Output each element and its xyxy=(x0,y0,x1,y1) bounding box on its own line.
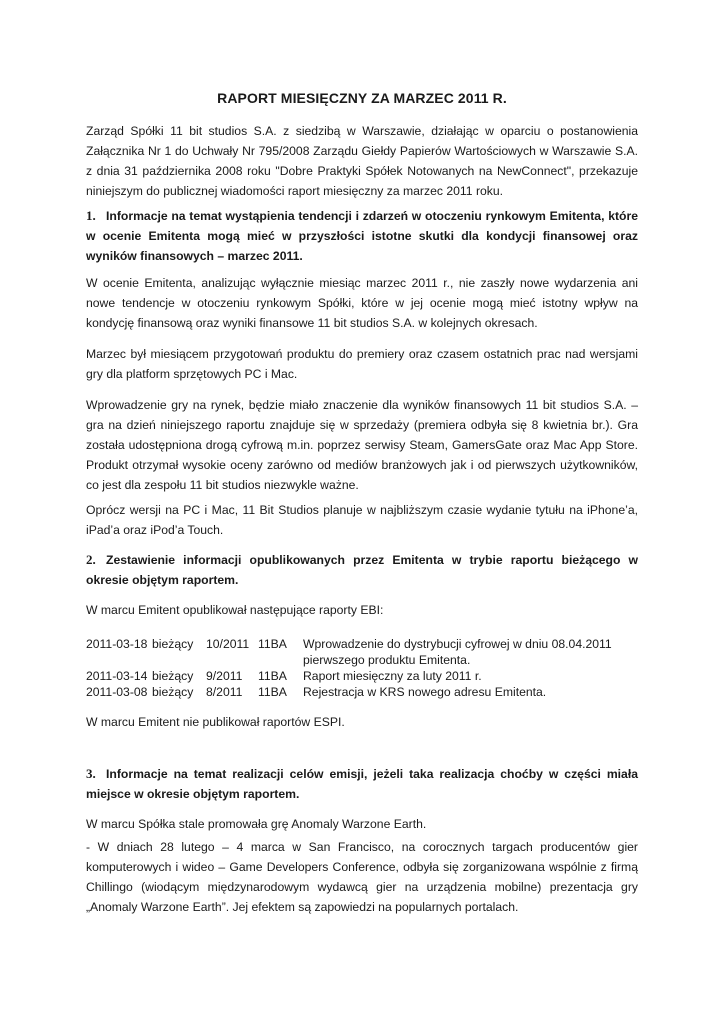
section-1-text-1: W ocenie Emitenta, analizując wyłącznie miesiąc marzec 2011 r., nie zaszły nowe wydarzenia ani nowe tendencje w otoczeniu rynkowym Spółki, które w jej ocenie mogą mieć istotny wpływ na kondycję finansową oraz wyniki finansowe 11 bit studios S.A. w kolejnych okresach. xyxy=(86,276,638,330)
report-description-line-2: pierwszego produktu Emitenta. xyxy=(303,653,471,667)
section-3-text-1: W marcu Spółka stale promowała grę Anomaly Warzone Earth. xyxy=(86,817,427,831)
section-3-paragraph-1 xyxy=(86,814,638,834)
report-description: Rejestracja w KRS nowego adresu Emitenta. xyxy=(303,685,547,699)
section-1-paragraph-4 xyxy=(86,500,638,540)
report-date: 2011-03-14 xyxy=(86,669,148,683)
section-3-paragraph-2 xyxy=(86,837,638,917)
report-description xyxy=(303,636,646,668)
report-number: 9/2011 xyxy=(206,669,243,683)
report-code: 11BA xyxy=(258,669,287,683)
report-description: Raport miesięczny za luty 2011 r. xyxy=(303,669,482,683)
section-3-number: 3. xyxy=(86,766,96,781)
report-code: 11BA xyxy=(258,637,287,651)
intro-text: Zarząd Spółki 11 bit studios S.A. z siedzibą w Warszawie, działając w oparciu o postanowienia Załącznika Nr 1 do Uchwały Nr 795/2008 Zarządu Giełdy Papierów Wartościowych w Warszawie S.A. z dnia 31 października 2008 roku "Dobre Praktyki Spółek Notowanych na NewConnect", przekazuje niniejszym do publicznej wiadomości raport miesięczny za marzec 2011 roku. xyxy=(86,124,638,198)
section-2-heading-text: Zestawienie informacji opublikowanych przez Emitenta w trybie raportu bieżącego w okresie objętym raportem. xyxy=(86,553,638,587)
report-date: 2011-03-08 xyxy=(86,685,148,699)
report-title: RAPORT MIESIĘCZNY ZA MARZEC 2011 R. xyxy=(217,90,507,106)
section-3-heading-text: Informacje na temat realizacji celów emisji, jeżeli taka realizacja choćby w części miała miejsce w okresie objętym raportem. xyxy=(86,767,638,801)
section-1-paragraph-2 xyxy=(86,344,638,384)
table-row xyxy=(86,636,646,668)
section-2-paragraph-2 xyxy=(86,712,638,732)
section-3-text-2: - W dniach 28 lutego – 4 marca w San Francisco, na corocznych targach producentów gier komputerowych i wideo – Game Developers Conference, odbyła się zorganizowana wspólnie z firmą Chillingo (wiodącym międzynarodowym wydawcą gier na urządzenia mobilne) prezentacja gry „Anomaly Warzone Earth”. Jej efektem są zapowiedzi na popularnych portalach. xyxy=(86,840,638,914)
section-1-paragraph-1 xyxy=(86,273,638,333)
section-1-text-2: Marzec był miesiącem przygotowań produktu do premiery oraz czasem ostatnich prac nad wersjami gry dla platform sprzętowych PC i Mac. xyxy=(86,347,638,381)
table-row xyxy=(86,684,646,700)
section-1-paragraph-3 xyxy=(86,395,638,495)
reports-table xyxy=(86,636,646,700)
section-1-heading xyxy=(86,206,638,266)
section-2-number: 2. xyxy=(86,552,96,567)
report-type: bieżący xyxy=(152,669,194,683)
report-type: bieżący xyxy=(152,637,194,651)
report-date: 2011-03-18 xyxy=(86,637,148,651)
section-1-number: 1. xyxy=(86,208,96,223)
section-2-heading xyxy=(86,550,638,590)
section-1-text-4: Oprócz wersji na PC i Mac, 11 Bit Studios planuje w najbliższym czasie wydanie tytułu na iPhone’a, iPad’a oraz iPod’a Touch. xyxy=(86,503,638,537)
section-2-paragraph-1 xyxy=(86,600,638,620)
table-row xyxy=(86,668,646,684)
intro-paragraph xyxy=(86,121,638,201)
section-1-heading-text: Informacje na temat wystąpienia tendencji i zdarzeń w otoczeniu rynkowym Emitenta, które w ocenie Emitenta mogą mieć w przyszłości istotne skutki dla kondycji finansowej oraz wyników finansowych – marzec 2011. xyxy=(86,209,638,263)
report-code: 11BA xyxy=(258,685,287,699)
report-type: bieżący xyxy=(152,685,194,699)
section-2-text-2: W marcu Emitent nie publikował raportów ESPI. xyxy=(86,715,345,729)
section-3-heading xyxy=(86,764,638,804)
section-2-text-1: W marcu Emitent opublikował następujące raporty EBI: xyxy=(86,603,384,617)
report-description-line-1: Wprowadzenie do dystrybucji cyfrowej w dniu 08.04.2011 xyxy=(303,637,612,651)
report-number: 10/2011 xyxy=(206,637,250,651)
section-1-text-3: Wprowadzenie gry na rynek, będzie miało znaczenie dla wyników finansowych 11 bit studios S.A. – gra na dzień niniejszego raportu znajduje się w sprzedaży (premiera odbyła się 8 kwietnia br.). Gra została udostępniona drogą cyfrową m.in. poprzez serwisy Steam, GamersGate oraz Mac App Store. Produkt otrzymał wysokie oceny zarówno od mediów branżowych jak i od pierwszych użytkowników, co jest dla zespołu 11 bit studios niezwykle ważne. xyxy=(86,398,638,492)
report-number: 8/2011 xyxy=(206,685,243,699)
